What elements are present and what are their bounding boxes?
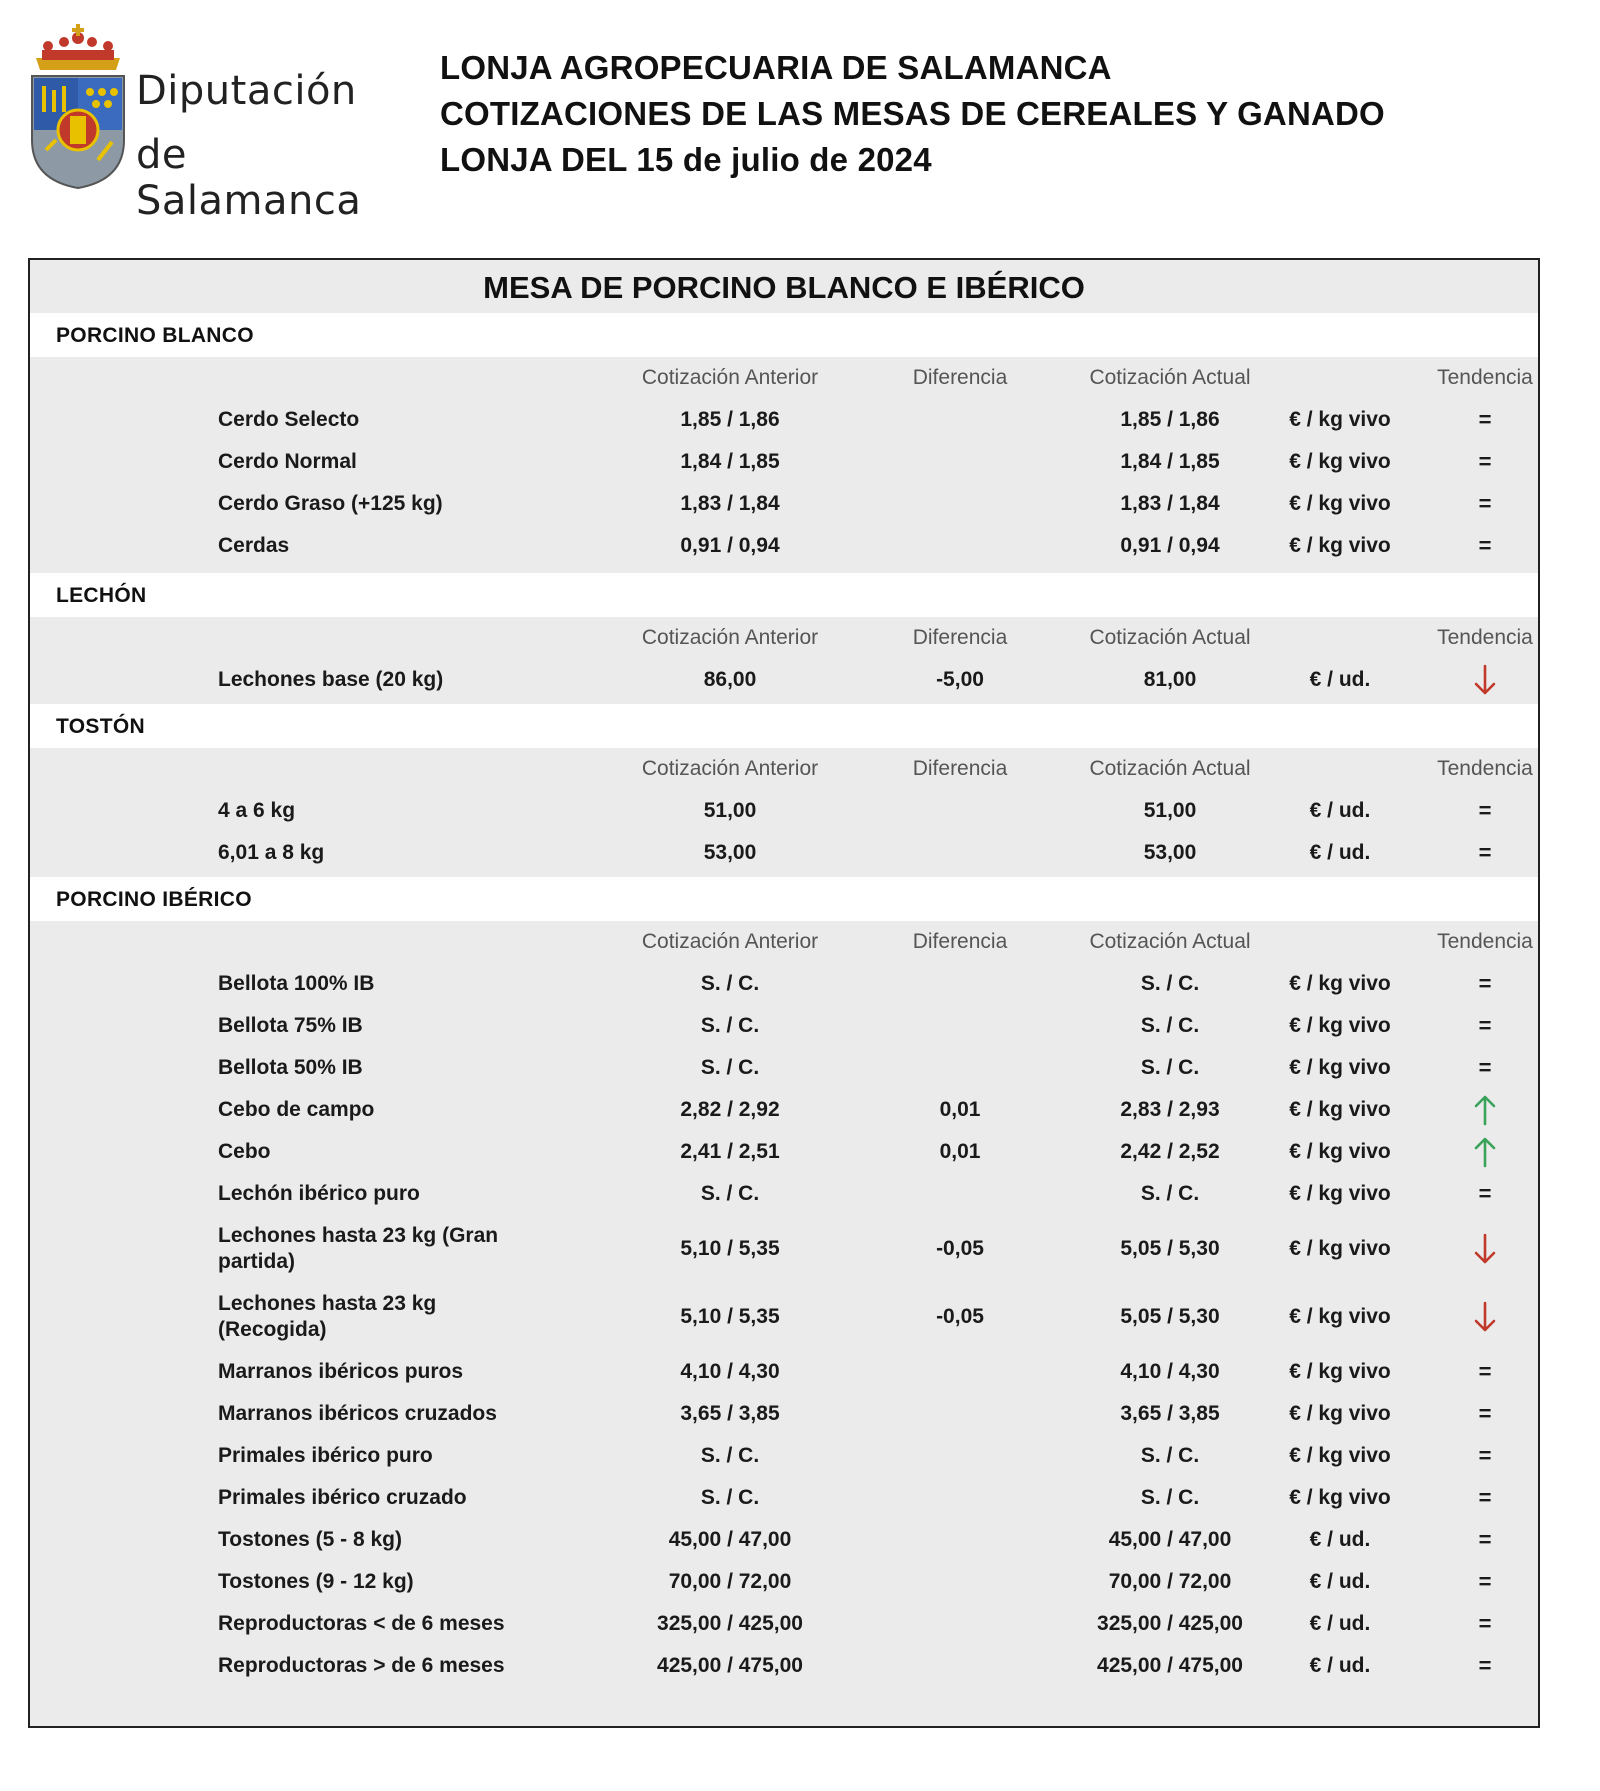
col-header-tendencia: Tendencia (1437, 626, 1533, 649)
price-anterior: S. / C. (700, 1182, 760, 1205)
table-row (30, 963, 1538, 1005)
price-unit: € / kg vivo (1289, 1486, 1391, 1509)
price-diferencia (860, 1519, 1060, 1561)
table-row (30, 1477, 1538, 1519)
trend-equal-text: = (1478, 1653, 1492, 1678)
section-label: PORCINO BLANCO (56, 324, 254, 347)
logo-text-line2: de Salamanca (136, 132, 362, 224)
column-headers (30, 617, 1538, 659)
col-header-actual: Cotización Actual (1089, 757, 1251, 780)
trend-equal-text: = (1478, 491, 1492, 516)
price-unit: € / kg vivo (1289, 1305, 1391, 1328)
product-name: Bellota 50% IB (218, 1056, 363, 1079)
table-title: MESA DE PORCINO BLANCO E IBÉRICO (483, 270, 1085, 305)
price-diferencia (860, 1603, 1060, 1645)
price-actual: 45,00 / 47,00 (1108, 1528, 1232, 1551)
col-header-anterior: Cotización Anterior (641, 626, 819, 649)
trend-equal-text: = (1478, 840, 1492, 865)
trend-equal-text: = (1478, 1359, 1492, 1384)
price-diferencia: -0,05 (936, 1305, 984, 1328)
trend-equal-text: = (1478, 1485, 1492, 1510)
price-actual: S. / C. (1140, 972, 1200, 995)
price-unit: € / kg vivo (1289, 450, 1391, 473)
col-header-diferencia: Diferencia (912, 366, 1008, 389)
price-actual: 5,05 / 5,30 (1120, 1305, 1220, 1328)
table-row (30, 1089, 1538, 1131)
price-actual: 5,05 / 5,30 (1120, 1237, 1220, 1260)
price-actual: 81,00 (1143, 668, 1197, 691)
product-name: Marranos ibéricos cruzados (218, 1402, 497, 1425)
col-header-diferencia: Diferencia (912, 626, 1008, 649)
trend-cell (1430, 790, 1540, 832)
price-anterior: 45,00 / 47,00 (668, 1528, 792, 1551)
price-anterior: 0,91 / 0,94 (680, 534, 780, 557)
price-actual: 51,00 (1143, 799, 1197, 822)
col-header-diferencia: Diferencia (912, 757, 1008, 780)
price-diferencia: 0,01 (939, 1140, 981, 1163)
table-row (30, 1173, 1538, 1215)
price-diferencia (860, 441, 1060, 483)
trend-cell (1430, 1519, 1540, 1561)
arrow-down-icon (1474, 1301, 1496, 1333)
product-name: Lechón ibérico puro (218, 1182, 420, 1205)
price-diferencia (860, 399, 1060, 441)
table-row (30, 1283, 1538, 1351)
table-row (30, 1005, 1538, 1047)
trend-cell (1430, 1351, 1540, 1393)
table-row (30, 1603, 1538, 1645)
price-unit: € / ud. (1309, 1612, 1371, 1635)
price-diferencia (860, 1005, 1060, 1047)
arrow-up-icon (1474, 1094, 1496, 1126)
price-anterior: 5,10 / 5,35 (680, 1305, 780, 1328)
col-header-actual: Cotización Actual (1089, 930, 1251, 953)
section-header (30, 877, 1538, 921)
table-row (30, 790, 1538, 832)
product-name: Cebo (218, 1140, 271, 1163)
price-anterior: 70,00 / 72,00 (668, 1570, 792, 1593)
trend-cell (1430, 1283, 1540, 1351)
price-anterior: 86,00 (703, 668, 757, 691)
arrow-down-icon (1474, 664, 1496, 696)
price-anterior: S. / C. (700, 1444, 760, 1467)
title-line-3: LONJA DEL 15 de julio de 2024 (440, 141, 932, 178)
price-anterior: 53,00 (703, 841, 757, 864)
section-label: TOSTÓN (56, 715, 145, 738)
price-unit: € / kg vivo (1289, 972, 1391, 995)
product-name: Bellota 100% IB (218, 972, 375, 995)
price-actual: S. / C. (1140, 1486, 1200, 1509)
price-anterior: S. / C. (700, 972, 760, 995)
trend-equal-text: = (1478, 1013, 1492, 1038)
trend-cell (1430, 1561, 1540, 1603)
product-name: Tostones (5 - 8 kg) (218, 1528, 402, 1551)
price-unit: € / kg vivo (1289, 1360, 1391, 1383)
product-name: 6,01 a 8 kg (218, 841, 325, 864)
table-row (30, 399, 1538, 441)
price-actual: S. / C. (1140, 1056, 1200, 1079)
trend-cell (1430, 1005, 1540, 1047)
price-diferencia (860, 832, 1060, 874)
trend-equal-text: = (1478, 971, 1492, 996)
trend-equal-text: = (1478, 1401, 1492, 1426)
trend-cell (1430, 1173, 1540, 1215)
table-row (30, 441, 1538, 483)
trend-equal-text: = (1478, 1611, 1492, 1636)
price-unit: € / ud. (1309, 1528, 1371, 1551)
section-header (30, 704, 1538, 748)
price-unit: € / kg vivo (1289, 1402, 1391, 1425)
section-header (30, 313, 1538, 357)
product-name: Lechones hasta 23 kg (Recogida) (218, 1292, 437, 1341)
price-anterior: 1,84 / 1,85 (680, 450, 780, 473)
price-anterior: 325,00 / 425,00 (657, 1612, 803, 1635)
price-diferencia (860, 1645, 1060, 1687)
product-name: Lechones base (20 kg) (218, 668, 444, 691)
col-header-actual: Cotización Actual (1089, 366, 1251, 389)
price-unit: € / kg vivo (1289, 1237, 1391, 1260)
price-actual: 2,42 / 2,52 (1120, 1140, 1220, 1163)
price-actual: 70,00 / 72,00 (1108, 1570, 1232, 1593)
col-header-actual: Cotización Actual (1089, 626, 1251, 649)
price-anterior: 4,10 / 4,30 (680, 1360, 780, 1383)
product-name: Tostones (9 - 12 kg) (218, 1570, 414, 1593)
price-actual: S. / C. (1140, 1014, 1200, 1037)
price-actual: 1,84 / 1,85 (1120, 450, 1220, 473)
trend-cell (1430, 525, 1540, 567)
trend-cell (1430, 1435, 1540, 1477)
price-actual: 0,91 / 0,94 (1120, 534, 1220, 557)
price-actual: 53,00 (1143, 841, 1197, 864)
trend-equal-text: = (1478, 1181, 1492, 1206)
price-anterior: 2,82 / 2,92 (680, 1098, 780, 1121)
table-row (30, 483, 1538, 525)
column-headers (30, 748, 1538, 790)
product-name: Cerdo Normal (218, 450, 357, 473)
price-anterior: S. / C. (700, 1486, 760, 1509)
col-header-anterior: Cotización Anterior (641, 930, 819, 953)
price-actual: 325,00 / 425,00 (1097, 1612, 1243, 1635)
section-label: LECHÓN (56, 584, 147, 607)
table-row (30, 1215, 1538, 1283)
product-name: Primales ibérico puro (218, 1444, 433, 1467)
trend-equal-text: = (1478, 1055, 1492, 1080)
price-diferencia (860, 963, 1060, 1005)
trend-cell (1430, 1603, 1540, 1645)
product-name: Lechones hasta 23 kg (Gran partida) (218, 1224, 499, 1273)
price-unit: € / kg vivo (1289, 534, 1391, 557)
trend-cell (1430, 963, 1540, 1005)
trend-cell (1430, 1393, 1540, 1435)
price-unit: € / kg vivo (1289, 1056, 1391, 1079)
price-actual: 4,10 / 4,30 (1120, 1360, 1220, 1383)
price-diferencia (860, 1477, 1060, 1519)
logo (28, 20, 398, 224)
product-name: Reproductoras < de 6 meses (218, 1612, 505, 1635)
price-anterior: 1,85 / 1,86 (680, 408, 780, 431)
trend-cell (1430, 1215, 1540, 1283)
price-anterior: 3,65 / 3,85 (680, 1402, 780, 1425)
trend-cell (1430, 659, 1540, 701)
table-row (30, 1435, 1538, 1477)
product-name: Primales ibérico cruzado (218, 1486, 467, 1509)
table-row (30, 1393, 1538, 1435)
product-name: 4 a 6 kg (218, 799, 296, 822)
price-anterior: S. / C. (700, 1056, 760, 1079)
table-row (30, 1519, 1538, 1561)
table-row (30, 1645, 1538, 1687)
price-actual: S. / C. (1140, 1444, 1200, 1467)
col-header-anterior: Cotización Anterior (641, 366, 819, 389)
price-diferencia (860, 483, 1060, 525)
price-anterior: 51,00 (703, 799, 757, 822)
table-row (30, 1047, 1538, 1089)
trend-cell (1430, 1645, 1540, 1687)
product-name: Marranos ibéricos puros (218, 1360, 464, 1383)
col-header-anterior: Cotización Anterior (641, 757, 819, 780)
price-anterior: 2,41 / 2,51 (680, 1140, 780, 1163)
trend-cell (1430, 832, 1540, 874)
price-diferencia (860, 1351, 1060, 1393)
column-headers (30, 357, 1538, 399)
price-diferencia (860, 1173, 1060, 1215)
trend-cell (1430, 441, 1540, 483)
arrow-up-icon (1474, 1136, 1496, 1168)
section-label: PORCINO IBÉRICO (56, 888, 252, 911)
price-unit: € / ud. (1309, 1570, 1371, 1593)
product-name: Cerdo Selecto (218, 408, 360, 431)
trend-equal-text: = (1478, 407, 1492, 432)
price-table (28, 258, 1540, 1728)
price-diferencia (860, 1435, 1060, 1477)
price-anterior: 1,83 / 1,84 (680, 492, 780, 515)
price-anterior: S. / C. (700, 1014, 760, 1037)
trend-equal-text: = (1478, 798, 1492, 823)
col-header-diferencia: Diferencia (912, 930, 1008, 953)
price-actual: 3,65 / 3,85 (1120, 1402, 1220, 1425)
price-actual: 1,83 / 1,84 (1120, 492, 1220, 515)
price-anterior: 425,00 / 475,00 (657, 1654, 803, 1677)
col-header-tendencia: Tendencia (1437, 366, 1533, 389)
price-unit: € / ud. (1309, 799, 1371, 822)
price-diferencia: -5,00 (936, 668, 984, 691)
price-actual: 1,85 / 1,86 (1120, 408, 1220, 431)
price-diferencia (860, 1047, 1060, 1089)
price-unit: € / ud. (1309, 1654, 1371, 1677)
price-unit: € / kg vivo (1289, 1098, 1391, 1121)
trend-equal-text: = (1478, 1527, 1492, 1552)
trend-equal-text: = (1478, 1443, 1492, 1468)
table-row (30, 659, 1538, 701)
product-name: Cerdas (218, 534, 290, 557)
trend-equal-text: = (1478, 449, 1492, 474)
price-diferencia (860, 1393, 1060, 1435)
product-name: Cebo de campo (218, 1098, 375, 1121)
price-unit: € / kg vivo (1289, 1014, 1391, 1037)
table-row (30, 525, 1538, 567)
price-diferencia (860, 525, 1060, 567)
price-diferencia: -0,05 (936, 1237, 984, 1260)
col-header-tendencia: Tendencia (1437, 757, 1533, 780)
trend-cell (1430, 1477, 1540, 1519)
price-unit: € / kg vivo (1289, 492, 1391, 515)
document-title (440, 45, 1385, 183)
title-line-1: LONJA AGROPECUARIA DE SALAMANCA (440, 49, 1112, 86)
price-unit: € / ud. (1309, 668, 1371, 691)
price-unit: € / kg vivo (1289, 408, 1391, 431)
trend-cell (1430, 1131, 1540, 1173)
trend-equal-text: = (1478, 1569, 1492, 1594)
trend-cell (1430, 1047, 1540, 1089)
price-diferencia (860, 1561, 1060, 1603)
product-name: Reproductoras > de 6 meses (218, 1654, 505, 1677)
trend-cell (1430, 1089, 1540, 1131)
price-unit: € / ud. (1309, 841, 1371, 864)
column-headers (30, 921, 1538, 963)
coat-of-arms-icon (28, 20, 128, 195)
price-diferencia (860, 790, 1060, 832)
table-row (30, 1131, 1538, 1173)
title-line-2: COTIZACIONES DE LAS MESAS DE CEREALES Y GANADO (440, 95, 1385, 132)
price-actual: 2,83 / 2,93 (1120, 1098, 1220, 1121)
price-unit: € / kg vivo (1289, 1140, 1391, 1163)
price-unit: € / kg vivo (1289, 1444, 1391, 1467)
product-name: Cerdo Graso (+125 kg) (218, 492, 443, 515)
product-name: Bellota 75% IB (218, 1014, 363, 1037)
price-actual: 425,00 / 475,00 (1097, 1654, 1243, 1677)
trend-equal-text: = (1478, 533, 1492, 558)
col-header-tendencia: Tendencia (1437, 930, 1533, 953)
trend-cell (1430, 483, 1540, 525)
price-unit: € / kg vivo (1289, 1182, 1391, 1205)
price-anterior: 5,10 / 5,35 (680, 1237, 780, 1260)
section-header (30, 573, 1538, 617)
table-row (30, 1561, 1538, 1603)
price-actual: S. / C. (1140, 1182, 1200, 1205)
table-row (30, 1351, 1538, 1393)
arrow-down-icon (1474, 1233, 1496, 1265)
trend-cell (1430, 399, 1540, 441)
logo-text-line1: Diputación (136, 68, 357, 114)
price-diferencia: 0,01 (939, 1098, 981, 1121)
table-row (30, 832, 1538, 874)
